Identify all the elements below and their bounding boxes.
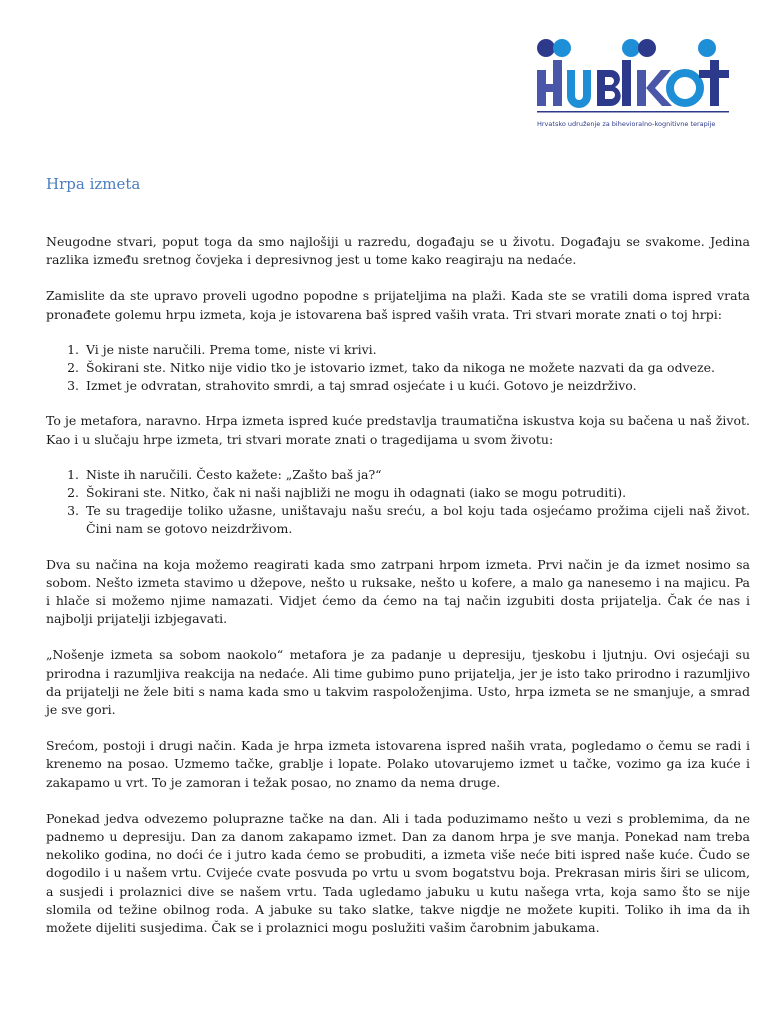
paragraph-6: Srećom, postoji i drugi način. Kada je hrpa izmeta istovarena ispred naših vrata, pogledamo o čemu se radi i krenemo na posao. Uzmemo tačke, grablje i lopate. Polako utovarujemo izmet u tačke, vozimo ga iza kuće i zakapamo u vrt. To je zamoran i težak posao, no znamo da nema druge. xyxy=(46,738,750,790)
logo-caption: Hrvatsko udruženje za bihevioralno-kognitivne terapije xyxy=(537,120,716,128)
paragraph-5: „Nošenje izmeta sa sobom naokolo“ metafora je za padanje u depresiju, tjeskobu i ljutnju. Ovi osjećaji su prirodna i razumljiva reakcija na nedaće. Ali time gubimo puno prijatelja, jer je isto tako prirodno i razumljivo da prijatelji ne žele biti s nama kada smo u takvim raspoloženjima. Usto, hrpa izmeta se ne smanjuje, a smrad je sve gori. xyxy=(46,647,750,718)
list-facts-about-pile xyxy=(46,341,750,396)
paragraph-1: Neugodne stvari, poput toga da smo najlošiji u razredu, događaju se u životu. Događaju se svakome. Jedina razlika između sretnog čovjeka i depresivnog jest u tome kako reagiraju na nedaće. xyxy=(46,234,750,268)
list-item: 1. Niste ih naručili. Često kažete: „Zašto baš ja?“ xyxy=(83,466,750,484)
list-item: 1. Vi je niste naručili. Prema tome, niste vi krivi. xyxy=(83,341,750,359)
paragraph-2: Zamislite da ste upravo proveli ugodno popodne s prijateljima na plaži. Kada ste se vratili doma ispred vrata pronađete golemu hrpu izmeta, koja je istovarena baš ispred vaših vrata. Tri stvari morate znati o toj hrpi: xyxy=(46,288,750,322)
paragraph-4: Dva su načina na koja možemo reagirati kada smo zatrpani hrpom izmeta. Prvi način je da izmet nosimo sa sobom. Nešto izmeta stavimo u džepove, nešto u ruksake, nešto u kofere, a malo ga nanesemo i na majicu. Pa i hlače si možemo njime namazati. Vidjet ćemo da ćemo na taj način izgubiti dosta prijatelja. Čak će nas i najbolji prijatelji izbjegavati. xyxy=(46,556,750,627)
list-facts-about-tragedies xyxy=(46,466,750,539)
list-item: 2. Šokirani ste. Nitko, čak ni naši najbliži ne mogu ih odagnati (iako se mogu potruditi). xyxy=(83,484,750,502)
document-title: Hrpa izmeta xyxy=(46,175,141,193)
list-item: 3. Te su tragedije toliko užasne, uništavaju našu sreću, a bol koju tada osjećamo prožima cijeli naš život. Čini nam se gotovo neizdrživom. xyxy=(83,502,750,538)
hubikot-logo-mark xyxy=(533,36,733,120)
paragraph-3: To je metafora, naravno. Hrpa izmeta ispred kuće predstavlja traumatična iskustva koja su bačena u naš život. Kao i u slučaju hrpe izmeta, tri stvari morate znati o tragedijama u svom životu: xyxy=(46,413,750,447)
paragraph-7: Ponekad jedva odvezemo poluprazne tačke na dan. Ali i tada poduzimamo nešto u vezi s problemima, da ne padnemo u depresiju. Dan za danom zakapamo izmet. Dan za danom hrpa je sve manja. Ponekad nam treba nekoliko godina, no doći će i jutro kada ćemo se probuditi, a izmeta više neće biti ispred naše kuće. Čudo se dogodilo i u našem vrtu. Cvijeće cvate posvuda po vrtu u svom bogatstvu boja. Prekrasan miris širi se ulicom, a susjedi i prolaznici dive se našem vrtu. Tada ugledamo jabuku u kutu našega vrta, koja samo što se nije slomila od težine obilnog roda. A jabuke su tako slatke, takve nigdje ne možete kupiti. Toliko ih ima da ih možete dijeliti susjedima. Čak se i prolaznici mogu poslužiti vašim čarobnim jabukama. xyxy=(46,810,750,936)
list-item: 3. Izmet je odvratan, strahovito smrdi, a taj smrad osjećate i u kući. Gotovo je neizdrživo. xyxy=(83,377,750,395)
list-item: 2. Šokirani ste. Nitko nije vidio tko je istovario izmet, tako da nikoga ne možete nazvati da ga odveze. xyxy=(83,359,750,377)
document-body xyxy=(46,175,750,937)
